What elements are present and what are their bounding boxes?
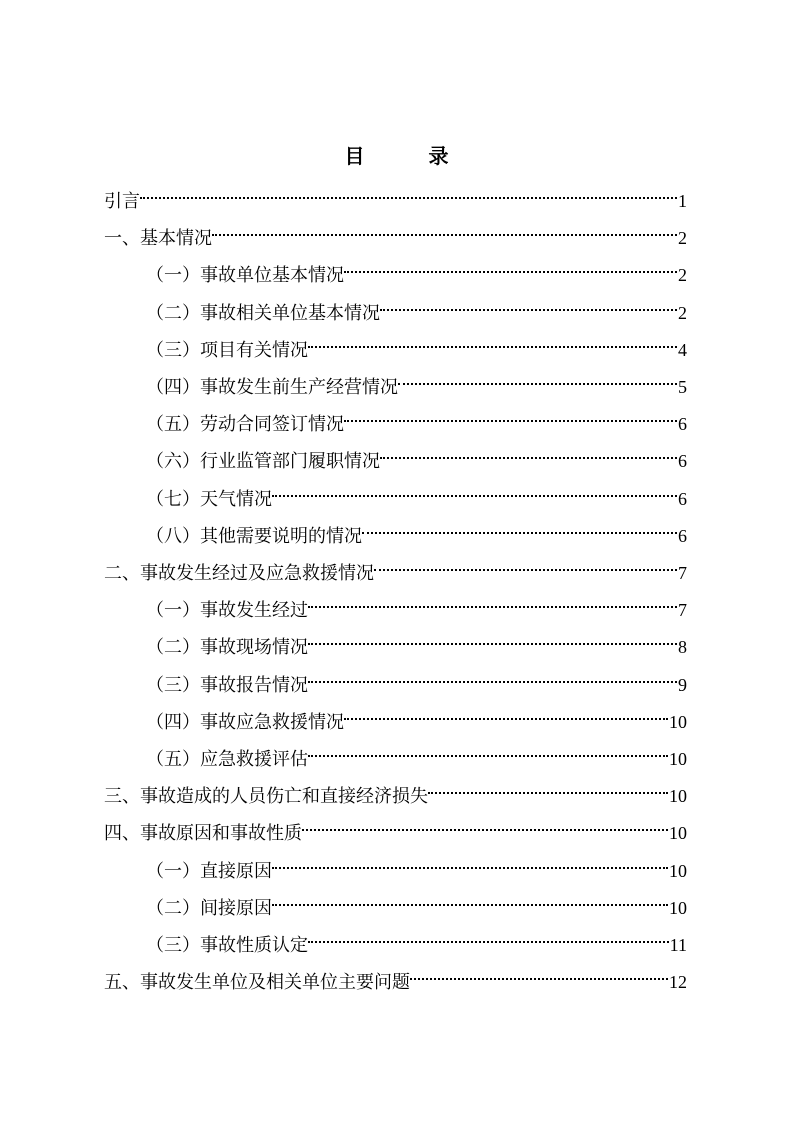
- toc-entry[interactable]: [146, 363, 687, 398]
- toc-entry[interactable]: [104, 772, 687, 808]
- toc-entry-text: （六）行业监管部门履职情况: [146, 451, 380, 473]
- toc-dot-leader: [308, 623, 677, 653]
- toc-entry-text: （七）天气情况: [146, 488, 272, 510]
- toc-page-number: 11: [669, 935, 687, 955]
- toc-dot-leader: [308, 661, 677, 691]
- toc-page-number: 12: [669, 972, 687, 993]
- toc-entry-text: （一）事故发生经过: [146, 600, 308, 622]
- toc-dot-leader: [308, 921, 669, 951]
- toc-entry-text: （八）其他需要说明的情况: [146, 525, 362, 547]
- toc-page-number: 10: [669, 897, 687, 918]
- toc-dot-leader: [380, 437, 677, 467]
- toc-page-number: 2: [678, 265, 687, 286]
- toc-entry-text: 四、事故原因和事故性质: [104, 823, 302, 845]
- toc-dot-leader: [410, 958, 668, 988]
- toc-page-number: 2: [678, 302, 687, 323]
- toc-entry-text: （一）事故单位基本情况: [146, 265, 344, 287]
- toc-dot-leader: [344, 251, 677, 281]
- toc-page-number: 6: [678, 488, 687, 509]
- toc-entry[interactable]: [146, 326, 687, 361]
- toc-dot-leader: [362, 512, 677, 542]
- toc-entry-text: （二）事故现场情况: [146, 637, 308, 659]
- toc-page-number: 7: [678, 563, 687, 583]
- toc-entry[interactable]: [146, 623, 687, 659]
- toc-page-number: 10: [669, 823, 687, 844]
- toc-entry[interactable]: [146, 251, 687, 287]
- toc-entry[interactable]: [146, 661, 687, 696]
- toc-entry[interactable]: [146, 512, 687, 547]
- toc-dot-leader: [344, 698, 668, 728]
- toc-entry[interactable]: [104, 177, 687, 212]
- toc-dot-leader: [308, 586, 677, 616]
- toc-entry[interactable]: [146, 475, 687, 510]
- toc-dot-leader: [272, 884, 668, 914]
- toc-page-number: 10: [669, 749, 687, 769]
- toc-entry[interactable]: [146, 921, 687, 956]
- toc-entry-text: （五）劳动合同签订情况: [146, 414, 344, 436]
- toc-dot-leader: [308, 326, 677, 356]
- toc-entry[interactable]: [146, 847, 687, 882]
- toc-dot-leader: [380, 289, 677, 319]
- toc-entry[interactable]: [104, 549, 687, 584]
- toc-entry[interactable]: [146, 698, 687, 733]
- toc-dot-leader: [140, 177, 677, 207]
- toc-entry[interactable]: [146, 586, 687, 622]
- toc-page-number: 10: [669, 711, 687, 732]
- toc-page-number: 4: [678, 339, 687, 360]
- toc-dot-leader: [308, 735, 668, 765]
- toc-dot-leader: [428, 772, 668, 802]
- toc-page-number: 6: [678, 451, 687, 472]
- toc-entry[interactable]: [104, 958, 687, 994]
- toc-entry-text: （三）事故报告情况: [146, 674, 308, 696]
- toc-entry[interactable]: [146, 400, 687, 436]
- toc-page-number: 9: [678, 674, 687, 695]
- toc-page-number: 8: [678, 637, 687, 658]
- toc-page-number: 10: [669, 786, 687, 807]
- toc-page-number: 7: [678, 600, 687, 621]
- toc-entry-text: （四）事故发生前生产经营情况: [146, 377, 398, 398]
- toc-entry-text: （二）间接原因: [146, 897, 272, 919]
- toc-entry[interactable]: [146, 884, 687, 919]
- toc-entry[interactable]: [146, 289, 687, 324]
- toc-entry-text: 引言: [104, 191, 140, 212]
- toc-entry[interactable]: [104, 214, 687, 250]
- toc-entry-text: （三）项目有关情况: [146, 339, 308, 361]
- toc-dot-leader: [272, 475, 677, 505]
- toc-entry-text: （三）事故性质认定: [146, 935, 308, 956]
- toc-page-number: 1: [678, 191, 687, 211]
- toc-entry-text: 三、事故造成的人员伤亡和直接经济损失: [104, 786, 428, 808]
- toc-entry-text: 二、事故发生经过及应急救援情况: [104, 563, 374, 584]
- toc-dot-leader: [302, 809, 668, 839]
- toc-dot-leader: [374, 549, 677, 579]
- toc-page-number: 6: [678, 525, 687, 546]
- toc-title: 目 录: [344, 144, 471, 168]
- toc-entry[interactable]: [146, 437, 687, 473]
- toc-dot-leader: [344, 400, 677, 430]
- toc-entry[interactable]: [104, 809, 687, 845]
- toc-entry-text: （五）应急救援评估: [146, 749, 308, 770]
- toc-page-number: 10: [669, 860, 687, 881]
- toc-page-number: 2: [678, 228, 687, 249]
- toc-entry-text: 一、基本情况: [104, 228, 212, 250]
- toc-entry-text: （一）直接原因: [146, 860, 272, 882]
- toc-dot-leader: [212, 214, 677, 244]
- toc-entry-text: （二）事故相关单位基本情况: [146, 302, 380, 324]
- toc-entry-text: 五、事故发生单位及相关单位主要问题: [104, 972, 410, 994]
- toc-entry-text: （四）事故应急救援情况: [146, 711, 344, 733]
- toc-page-number: 5: [678, 377, 687, 397]
- toc-entry[interactable]: [146, 735, 687, 770]
- toc-page-number: 6: [678, 414, 687, 435]
- toc-dot-leader: [272, 847, 668, 877]
- toc-dot-leader: [398, 363, 677, 393]
